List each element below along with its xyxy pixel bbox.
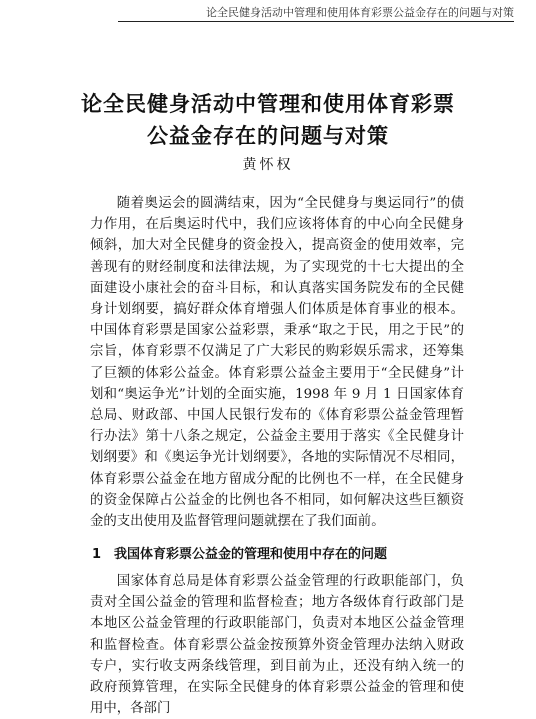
section-heading-1: 1 我国体育彩票公益金的管理和使用中存在的问题	[92, 547, 388, 562]
body-paragraph-2: 国家体育总局是体育彩票公益金管理的行政职能部门，负责对全国公益金的管理和监督检查；地方各级体育行政部门是本地区公益金管理的行政职能部门，负责对本地区公益金管理和监督检查。体育彩票公益金按预算外资金管理办法纳入财政专户，实行收支两条线管理，到目前为止，还没有纳入统一的政府预算管理，在实际全民健身的体育彩票公益金的管理和使用中，各部门	[90, 574, 464, 717]
article-title-line-2: 公益金存在的问题与对策	[147, 124, 389, 148]
article-title-line-1: 论全民健身活动中管理和使用体育彩票	[81, 92, 455, 116]
header-rule	[118, 21, 514, 22]
body-paragraph-1: 随着奥运会的圆满结束，因为“全民健身与奥运同行”的债力作用，在后奥运时代中，我们应该将体育的中心向全民健身倾斜，加大对全民健身的资金投入，提高资金的使用效率，完善现有的财经制度和法律法规，为了实现党的十七大提出的全面建设小康社会的奋斗目标，和认真落实国务院发布的全民健身计划纲要，搞好群众体育增强人们体质是体育事业的根本。中国体育彩票是国家公益彩票，秉承“取之于民，用之于民”的宗旨，体育彩票不仅满足了广大彩民的购彩娱乐需求，还筹集了巨额的体彩公益金。体育彩票公益金主要用于“全民健身”计划和“奥运争光”计划的全面实施，1998 年 9 月 1 日国家体育总局、财政部、中国人民银行发布的《体育彩票公益金管理暂行办法》第十八条之规定，公益金主要用于落实《全民健身计划纲要》和《奥运争光计划纲要》，各地的实际情况不尽相同，体育彩票公益金在地方留成分配的比例也不一样，在全民健身的资金保障占公益金的比例也各不相同，如何解决这些巨额资金的支出使用及监督管理问题就摆在了我们面前。	[90, 196, 464, 530]
author-name: 黄怀权	[242, 157, 294, 173]
running-head: 论全民健身活动中管理和使用体育彩票公益金存在的问题与对策	[206, 6, 514, 19]
